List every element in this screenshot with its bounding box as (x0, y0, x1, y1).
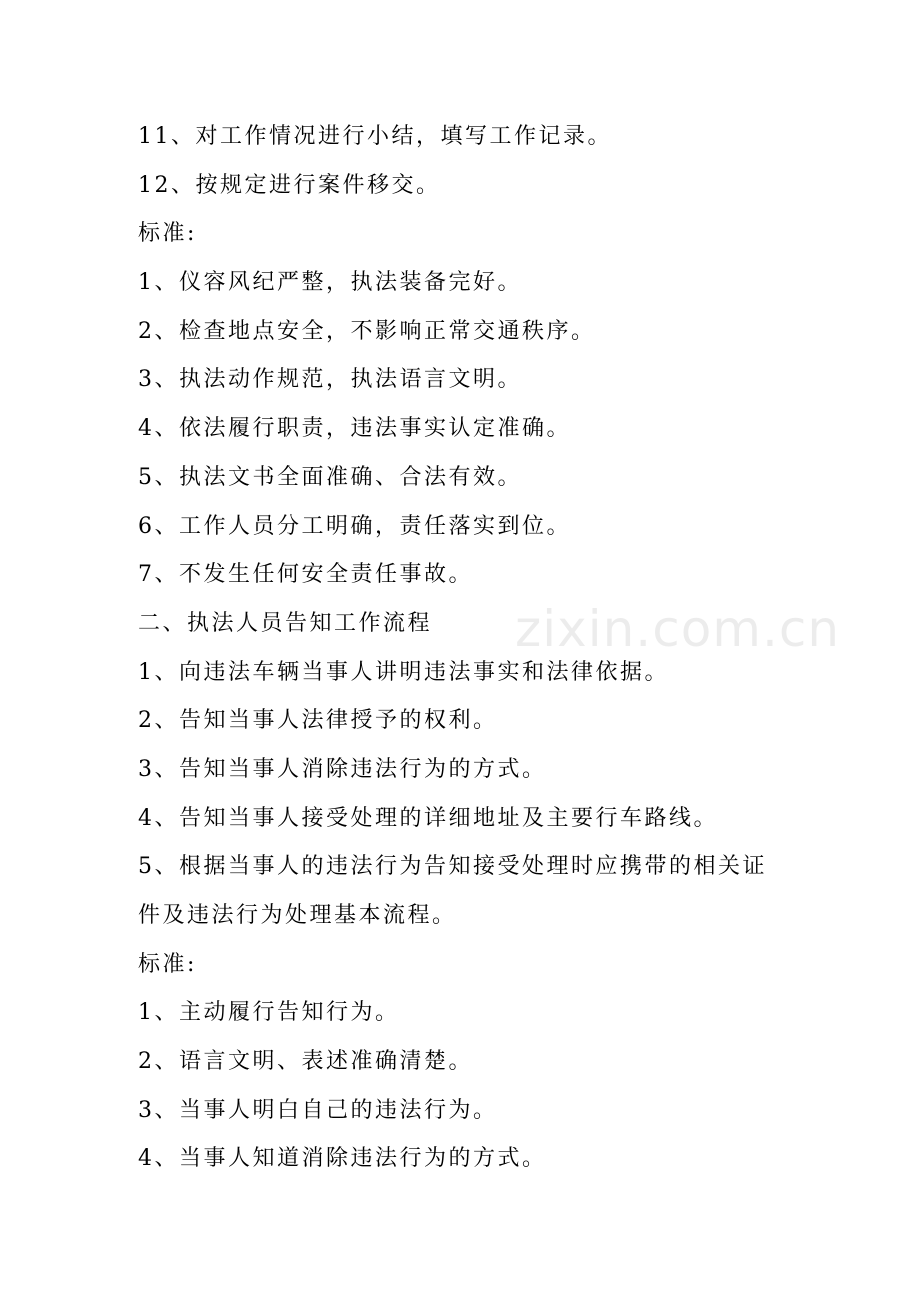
text-line: 3、当事人明白自己的违法行为。 (138, 1097, 498, 1123)
text-line: 7、不发生任何安全责任事故。 (138, 562, 473, 588)
text-line: 5、根据当事人的违法行为告知接受处理时应携带的相关证 (138, 854, 767, 880)
watermark: zixin.com.cn (515, 600, 841, 658)
text-line: 2、检查地点安全，不影响正常交通秩序。 (138, 318, 596, 344)
section-label-standard: 标准: (138, 951, 197, 977)
document-body (138, 113, 788, 1184)
text-line: 11、对工作情况进行小结，填写工作记录。 (138, 124, 612, 149)
section-label-standard: 标准: (138, 221, 197, 247)
text-line: 1、向违法车辆当事人讲明违法事实和法律依据。 (138, 659, 669, 685)
text-line: 2、语言文明、表述准确清楚。 (138, 1049, 473, 1075)
section-heading: 二、执法人员告知工作流程 (138, 610, 433, 636)
text-line: 12、按规定进行案件移交。 (138, 172, 441, 198)
text-line: 4、告知当事人接受处理的详细地址及主要行车路线。 (138, 805, 718, 831)
text-line: 1、仪容风纪严整，执法装备完好。 (138, 270, 522, 296)
text-line: 1、主动履行告知行为。 (138, 1000, 400, 1026)
text-line: 6、工作人员分工明确，责任落实到位。 (138, 513, 571, 539)
text-line: 2、告知当事人法律授予的权利。 (138, 708, 498, 734)
text-line: 4、依法履行职责，违法事实认定准确。 (138, 416, 571, 442)
text-line: 3、告知当事人消除违法行为的方式。 (138, 756, 547, 782)
text-line: 4、当事人知道消除违法行为的方式。 (138, 1146, 547, 1172)
text-line: 5、执法文书全面准确、合法有效。 (138, 464, 522, 490)
text-line: 3、执法动作规范，执法语言文明。 (138, 367, 522, 393)
text-line: 件及违法行为处理基本流程。 (138, 903, 457, 928)
